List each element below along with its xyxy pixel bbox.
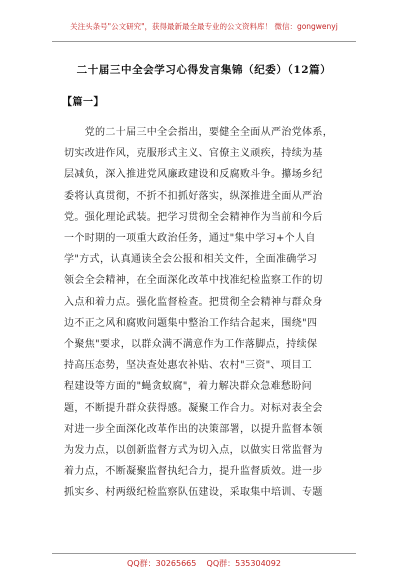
- document-title: 二十届三中全会学习心得发言集锦（纪委）（12篇）: [76, 64, 332, 76]
- footer-contact-info: QQ群：30265665 QQ群：535304092: [127, 559, 281, 568]
- body-paragraph: 党的二十届三中全会指出，要健全全面从严治党体系， 切实改进作风，克服形式主义、官僚主义顽疾，持续为基 层减负，深入推进党风廉政建设和反腐败斗争。攥场乡纪 委将认真贯彻，不折不扣抓好落实，纵深推进全面从严治 党。强化理论武装。把学习贯彻全会精神作为当前和今后 一个时期的一项重大政治任务，通过"集中学习+个人自 学"方式，认真通读全会公报和相关文件，全面准确学习 领会全会精神，在全面深化改革中找准纪检监察工作的切 入点和着力点。强化监督检查。把贯彻全会精神与群众身 边不正之风和腐败问题集中整治工作结合起来，围绕"四 个聚焦"要求，以群众满不满意作为工作落脚点，持续保 持高压态势，坚决查处惠农补贴、农村"三资"、项目工 程建设等方面的"蝇贪蚁腐"，着力解决群众急难愁盼问 题，不断提升群众获得感。凝聚工作合力。对标对表全会 对进一步全面深化改革作出的决策部署，以提升监督本领 为发力点，以创新监督方式为切入点，以做实日常监督为 着力点，不断凝聚监督执纪合力，提升监督质效。进一步 抓实乡、村两级纪检监察队伍建设，采取集中培训、专题: [64, 127, 334, 499]
- section-heading: 【篇一】: [62, 97, 104, 108]
- header-divider: [52, 41, 356, 42]
- footer-divider: [52, 553, 356, 554]
- header-promo-banner: 关注头条号"公文研究"，获得最新最全最专业的公文资料库！ 微信：gongwenyj: [70, 22, 338, 31]
